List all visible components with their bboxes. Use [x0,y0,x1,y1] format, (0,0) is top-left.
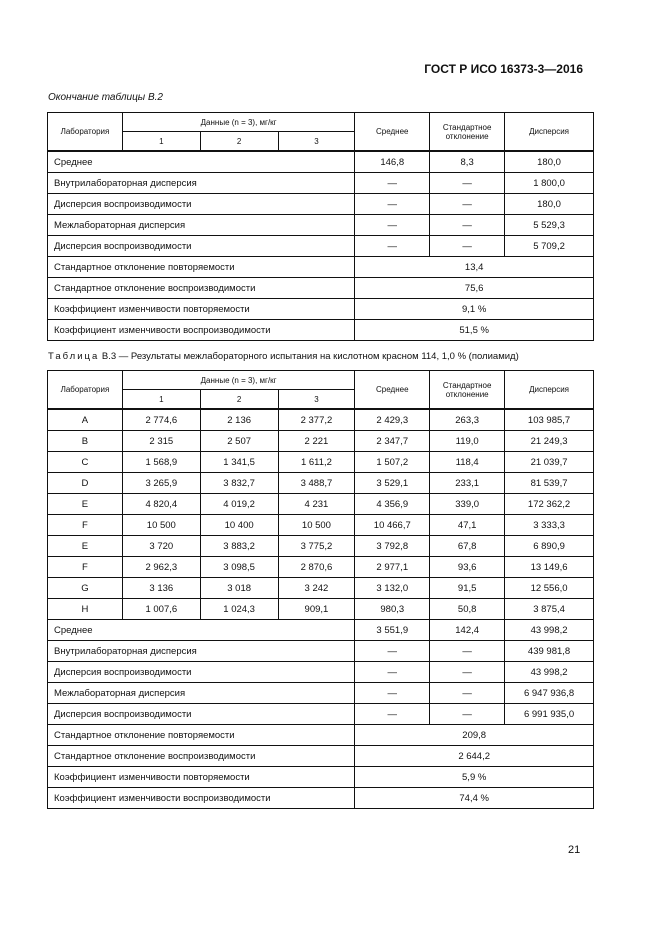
caption-text: B.3 — Результаты межлабораторного испытания на кислотном красном 114, 1,0 % (полиамид) [101,351,519,362]
table-cell: 1 341,5 [200,452,278,473]
table-cell: 2 429,3 [355,409,430,431]
table-cell: 909,1 [278,599,355,620]
table-cell: 3 488,7 [278,473,355,494]
table-cell: 119,0 [430,431,505,452]
stat-label: Стандартное отклонение повторяемости [48,257,355,278]
table-cell: 3 098,5 [200,557,278,578]
table-cell: 12 556,0 [505,578,594,599]
table-cell: 10 400 [200,515,278,536]
stat-label: Коэффициент изменчивости повторяемости [48,767,355,788]
stat-value: — [430,236,505,257]
stat-row [48,151,594,173]
stat-value: 5 709,2 [505,236,594,257]
stat-row [48,641,594,662]
stat-row [48,257,594,278]
stat-value: — [355,641,430,662]
table-cell: 263,3 [430,409,505,431]
table-cell: 2 870,6 [278,557,355,578]
table-cell: 4 019,2 [200,494,278,515]
table-cell: 10 466,7 [355,515,430,536]
stat-value: 180,0 [505,151,594,173]
table-cell: 3 883,2 [200,536,278,557]
table-row [48,515,594,536]
stat-row [48,278,594,299]
stat-label: Коэффициент изменчивости повторяемости [48,299,355,320]
table-cell: 118,4 [430,452,505,473]
table-cell: 3 333,3 [505,515,594,536]
table-cell: 233,1 [430,473,505,494]
table-row [48,578,594,599]
stat-value: 74,4 % [355,788,594,809]
table-cell: 2 347,7 [355,431,430,452]
header-cell: 1 [122,132,200,152]
stat-value: — [355,683,430,704]
stat-row [48,746,594,767]
table-cell: 980,3 [355,599,430,620]
stat-label: Дисперсия воспроизводимости [48,194,355,215]
header-cell: Лаборатория [48,371,123,410]
table-cell: 3 132,0 [355,578,430,599]
stat-value: — [430,704,505,725]
table-cell: 2 774,6 [122,409,200,431]
stat-label: Среднее [48,620,355,641]
table-cell: 47,1 [430,515,505,536]
header-cell: Стандартное отклонение [430,113,505,152]
stat-label: Стандартное отклонение повторяемости [48,725,355,746]
stat-value: — [430,662,505,683]
table-cell: 81 539,7 [505,473,594,494]
table-cell: 6 890,9 [505,536,594,557]
stat-value: — [355,662,430,683]
stat-value: 209,8 [355,725,594,746]
header-cell: 1 [122,390,200,410]
table-cell: 172 362,2 [505,494,594,515]
stat-value: — [430,194,505,215]
table-cell: 3 832,7 [200,473,278,494]
stat-value: 2 644,2 [355,746,594,767]
table-b2-caption: Окончание таблицы B.2 [48,92,163,103]
stat-value: 6 991 935,0 [505,704,594,725]
table-row [48,536,594,557]
table-cell: 3 875,4 [505,599,594,620]
stat-value: 180,0 [505,194,594,215]
stat-label: Дисперсия воспроизводимости [48,662,355,683]
stat-value: 51,5 % [355,320,594,341]
table-cell: E [48,494,123,515]
header-cell: Дисперсия [505,371,594,410]
stat-row [48,725,594,746]
header-cell: Данные (n = 3), мг/кг [122,371,354,390]
stat-label: Дисперсия воспроизводимости [48,704,355,725]
stat-value: — [355,704,430,725]
stat-row [48,215,594,236]
table-row [48,473,594,494]
table-cell: 4 231 [278,494,355,515]
stat-label: Межлабораторная дисперсия [48,683,355,704]
header-row [48,371,594,390]
table-cell: A [48,409,123,431]
stat-row [48,299,594,320]
table-cell: 2 507 [200,431,278,452]
stat-value: 146,8 [355,151,430,173]
header-cell: Лаборатория [48,113,123,152]
header-cell: 3 [278,132,355,152]
stat-value: 3 551,9 [355,620,430,641]
table-cell: 2 315 [122,431,200,452]
stat-value: — [430,683,505,704]
table-cell: 339,0 [430,494,505,515]
header-cell: Стандартное отклонение [430,371,505,410]
table-cell: 3 792,8 [355,536,430,557]
stat-value: 9,1 % [355,299,594,320]
stat-row [48,173,594,194]
stat-value: 439 981,8 [505,641,594,662]
header-row [48,113,594,132]
stat-label: Среднее [48,151,355,173]
table-cell: 3 775,2 [278,536,355,557]
header-cell: 2 [200,132,278,152]
stat-row [48,704,594,725]
stat-label: Внутрилабораторная дисперсия [48,173,355,194]
table-cell: 2 962,3 [122,557,200,578]
stat-value: 142,4 [430,620,505,641]
table-cell: 4 356,9 [355,494,430,515]
stat-row [48,194,594,215]
stat-value: 8,3 [430,151,505,173]
caption-word: Таблица [48,351,100,362]
table-cell: E [48,536,123,557]
table-row [48,494,594,515]
stat-label: Стандартное отклонение воспроизводимости [48,746,355,767]
table-cell: H [48,599,123,620]
stat-value: — [355,215,430,236]
stat-value: 5 529,3 [505,215,594,236]
stat-value: 13,4 [355,257,594,278]
standard-header: ГОСТ Р ИСО 16373-3—2016 [424,62,583,76]
table-row [48,599,594,620]
stat-value: 75,6 [355,278,594,299]
stat-value: 43 998,2 [505,620,594,641]
table-cell: 2 221 [278,431,355,452]
table-cell: 103 985,7 [505,409,594,431]
header-cell: 2 [200,390,278,410]
table-cell: 10 500 [122,515,200,536]
table-row [48,409,594,431]
header-cell: Среднее [355,371,430,410]
table-cell: 3 136 [122,578,200,599]
header-cell: 3 [278,390,355,410]
stat-value: 5,9 % [355,767,594,788]
table-cell: 1 568,9 [122,452,200,473]
stat-label: Внутрилабораторная дисперсия [48,641,355,662]
table-cell: B [48,431,123,452]
table-cell: G [48,578,123,599]
table-cell: 1 007,6 [122,599,200,620]
table-cell: 67,8 [430,536,505,557]
table-cell: 50,8 [430,599,505,620]
table-cell: 21 249,3 [505,431,594,452]
stat-label: Межлабораторная дисперсия [48,215,355,236]
stat-row [48,320,594,341]
table-row [48,557,594,578]
stat-row [48,620,594,641]
table-cell: 3 720 [122,536,200,557]
table-cell: 91,5 [430,578,505,599]
stat-label: Коэффициент изменчивости воспроизводимости [48,320,355,341]
table-cell: 3 242 [278,578,355,599]
stat-label: Стандартное отклонение воспроизводимости [48,278,355,299]
table-cell: 3 529,1 [355,473,430,494]
table-cell: 4 820,4 [122,494,200,515]
stat-value: 6 947 936,8 [505,683,594,704]
table-row [48,452,594,473]
header-cell: Среднее [355,113,430,152]
table-cell: F [48,515,123,536]
table-cell: 1 611,2 [278,452,355,473]
stat-row [48,662,594,683]
table-b3 [47,370,594,809]
stat-row [48,788,594,809]
table-cell: 1 507,2 [355,452,430,473]
stat-value: — [355,173,430,194]
stat-value: — [355,236,430,257]
table-b3-caption [48,351,519,362]
stat-value: — [355,194,430,215]
stat-row [48,767,594,788]
table-cell: 21 039,7 [505,452,594,473]
page-number: 21 [568,844,581,856]
stat-label: Дисперсия воспроизводимости [48,236,355,257]
stat-value: 43 998,2 [505,662,594,683]
table-cell: C [48,452,123,473]
table-cell: 2 377,2 [278,409,355,431]
header-cell: Дисперсия [505,113,594,152]
table-cell: F [48,557,123,578]
table-cell: 10 500 [278,515,355,536]
stat-row [48,236,594,257]
table-cell: 2 977,1 [355,557,430,578]
table-cell: 3 265,9 [122,473,200,494]
table-cell: 2 136 [200,409,278,431]
stat-value: — [430,173,505,194]
stat-value: — [430,641,505,662]
header-cell: Данные (n = 3), мг/кг [122,113,354,132]
table-cell: 13 149,6 [505,557,594,578]
stat-value: — [430,215,505,236]
table-b2 [47,112,594,341]
table-cell: 93,6 [430,557,505,578]
table-cell: 1 024,3 [200,599,278,620]
table-cell: D [48,473,123,494]
table-cell: 3 018 [200,578,278,599]
table-row [48,431,594,452]
stat-row [48,683,594,704]
stat-label: Коэффициент изменчивости воспроизводимости [48,788,355,809]
stat-value: 1 800,0 [505,173,594,194]
